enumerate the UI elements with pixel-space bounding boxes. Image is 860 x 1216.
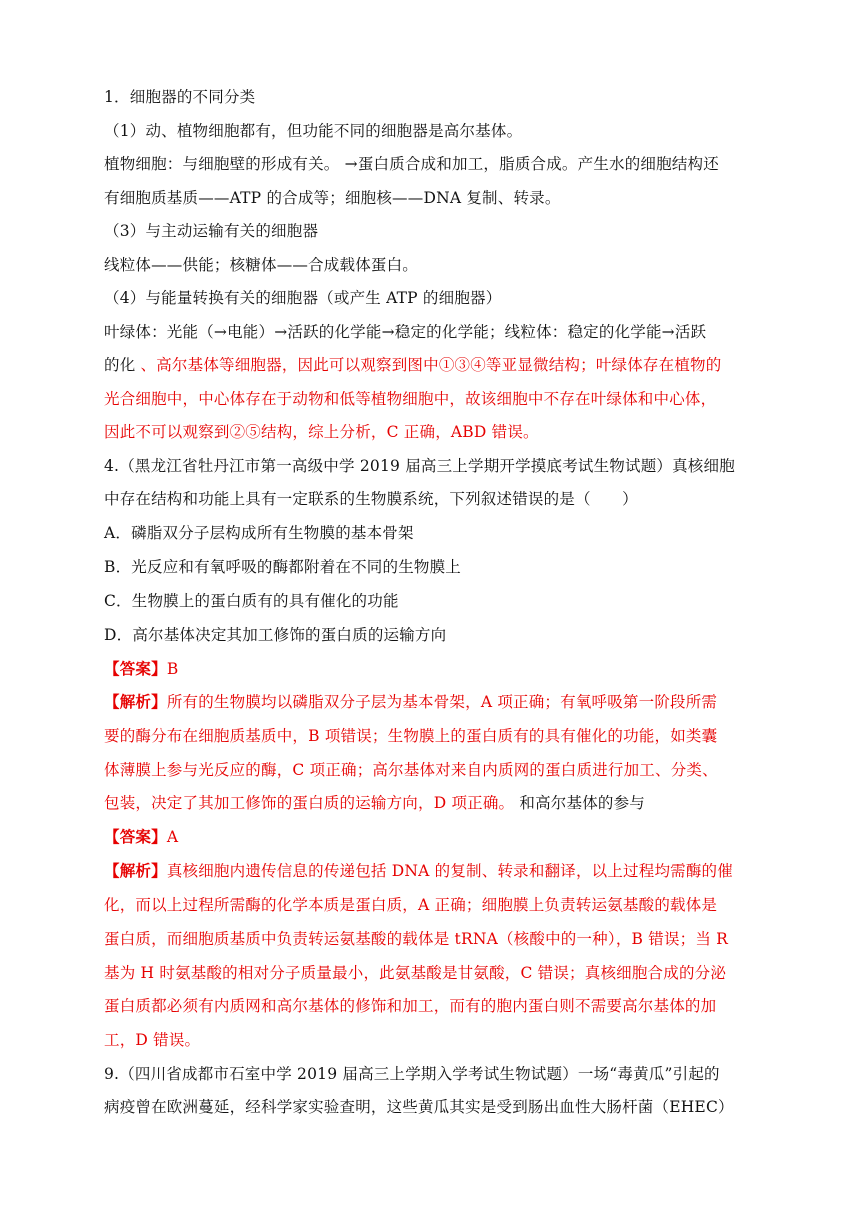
option-d: D．高尔基体决定其加工修饰的蛋白质的运输方向 (104, 626, 447, 644)
question-stem: 病疫曾在欧洲蔓延，经科学家实验查明，这些黄瓜其实是受到肠出血性大肠杆菌（EHEC） (104, 1098, 734, 1116)
analysis-line: 光合细胞中，中心体存在于动物和低等植物细胞中，故该细胞中不存在叶绿体和中心体， (104, 390, 717, 408)
paragraph-line: 线粒体——供能；核糖体——合成载体蛋白。 (104, 256, 419, 274)
analysis-line: 基为 H 时氨基酸的相对分子质量最小，此氨基酸是甘氨酸，C 错误；真核细胞合成的分泌 (104, 964, 727, 982)
paragraph-line: （3）与主动运输有关的细胞器 (104, 222, 319, 240)
analysis-line: 体薄膜上参与光反应的酶，C 项正确；高尔基体对来自内质网的蛋白质进行加工、分类、 (104, 761, 718, 779)
analysis-line: 包装，决定了其加工修饰的蛋白质的运输方向，D 项正确。 和高尔基体的参与 (104, 794, 645, 812)
analysis-line: 工，D 错误。 (104, 1031, 201, 1049)
paragraph-line: （4）与能量转换有关的细胞器（或产生 ATP 的细胞器） (104, 289, 502, 307)
analysis-line: 【解析】所有的生物膜均以磷脂双分子层为基本骨架，A 项正确；有氧呼吸第一阶段所需 (104, 692, 718, 711)
answer-line: 【答案】B (104, 659, 179, 678)
paragraph-line: 叶绿体：光能（→电能）→活跃的化学能→稳定的化学能；线粒体：稳定的化学能→活跃 (104, 323, 707, 341)
option-c: C．生物膜上的蛋白质有的具有催化的功能 (104, 592, 399, 610)
question-stem: 4.（黑龙江省牡丹江市第一高级中学 2019 届高三上学期开学摸底考试生物试题）真核细胞 (104, 457, 735, 475)
option-a: A．磷脂双分子层构成所有生物膜的基本骨架 (104, 524, 414, 542)
paragraph-line: 植物细胞：与细胞壁的形成有关。 →蛋白质合成和加工，脂质合成。产生水的细胞结构还 (104, 155, 719, 173)
section-heading: 1．细胞器的不同分类 (104, 88, 256, 106)
analysis-line: 要的酶分布在细胞质基质中，B 项错误；生物膜上的蛋白质有的具有催化的功能，如类囊 (104, 727, 718, 745)
answer-line: 【答案】A (104, 827, 179, 846)
question-stem: 中存在结构和功能上具有一定联系的生物膜系统，下列叙述错误的是（ ） (104, 490, 638, 508)
paragraph-line: （1）动、植物细胞都有，但功能不同的细胞器是高尔基体。 (104, 122, 523, 140)
analysis-line: 【解析】真核细胞内遗传信息的传递包括 DNA 的复制、转录和翻译，以上过程均需酶的催 (104, 861, 733, 880)
analysis-line: 蛋白质，而细胞质基质中负责转运氨基酸的载体是 tRNA（核酸中的一种），B 错误；当 R (104, 930, 729, 948)
analysis-line: 蛋白质都必须有内质网和高尔基体的修饰和加工，而有的胞内蛋白则不需要高尔基体的加 (104, 997, 717, 1015)
question-stem: 9.（四川省成都市石室中学 2019 届高三上学期入学考试生物试题）一场“毒黄瓜”引起的 (104, 1065, 720, 1083)
analysis-line: 因此不可以观察到②⑤结构，综上分析，C 正确，ABD 错误。 (104, 423, 539, 441)
analysis-line: 化，而以上过程所需酶的化学本质是蛋白质，A 正确；细胞膜上负责转运氨基酸的载体是 (104, 896, 718, 914)
paragraph-line: 有细胞质基质——ATP 的合成等；细胞核——DNA 复制、转录。 (104, 189, 561, 207)
option-b: B．光反应和有氧呼吸的酶都附着在不同的生物膜上 (104, 558, 461, 576)
paragraph-line: 的化 、高尔基体等细胞器，因此可以观察到图中①③④等亚显微结构；叶绿体存在植物的 (104, 356, 722, 374)
